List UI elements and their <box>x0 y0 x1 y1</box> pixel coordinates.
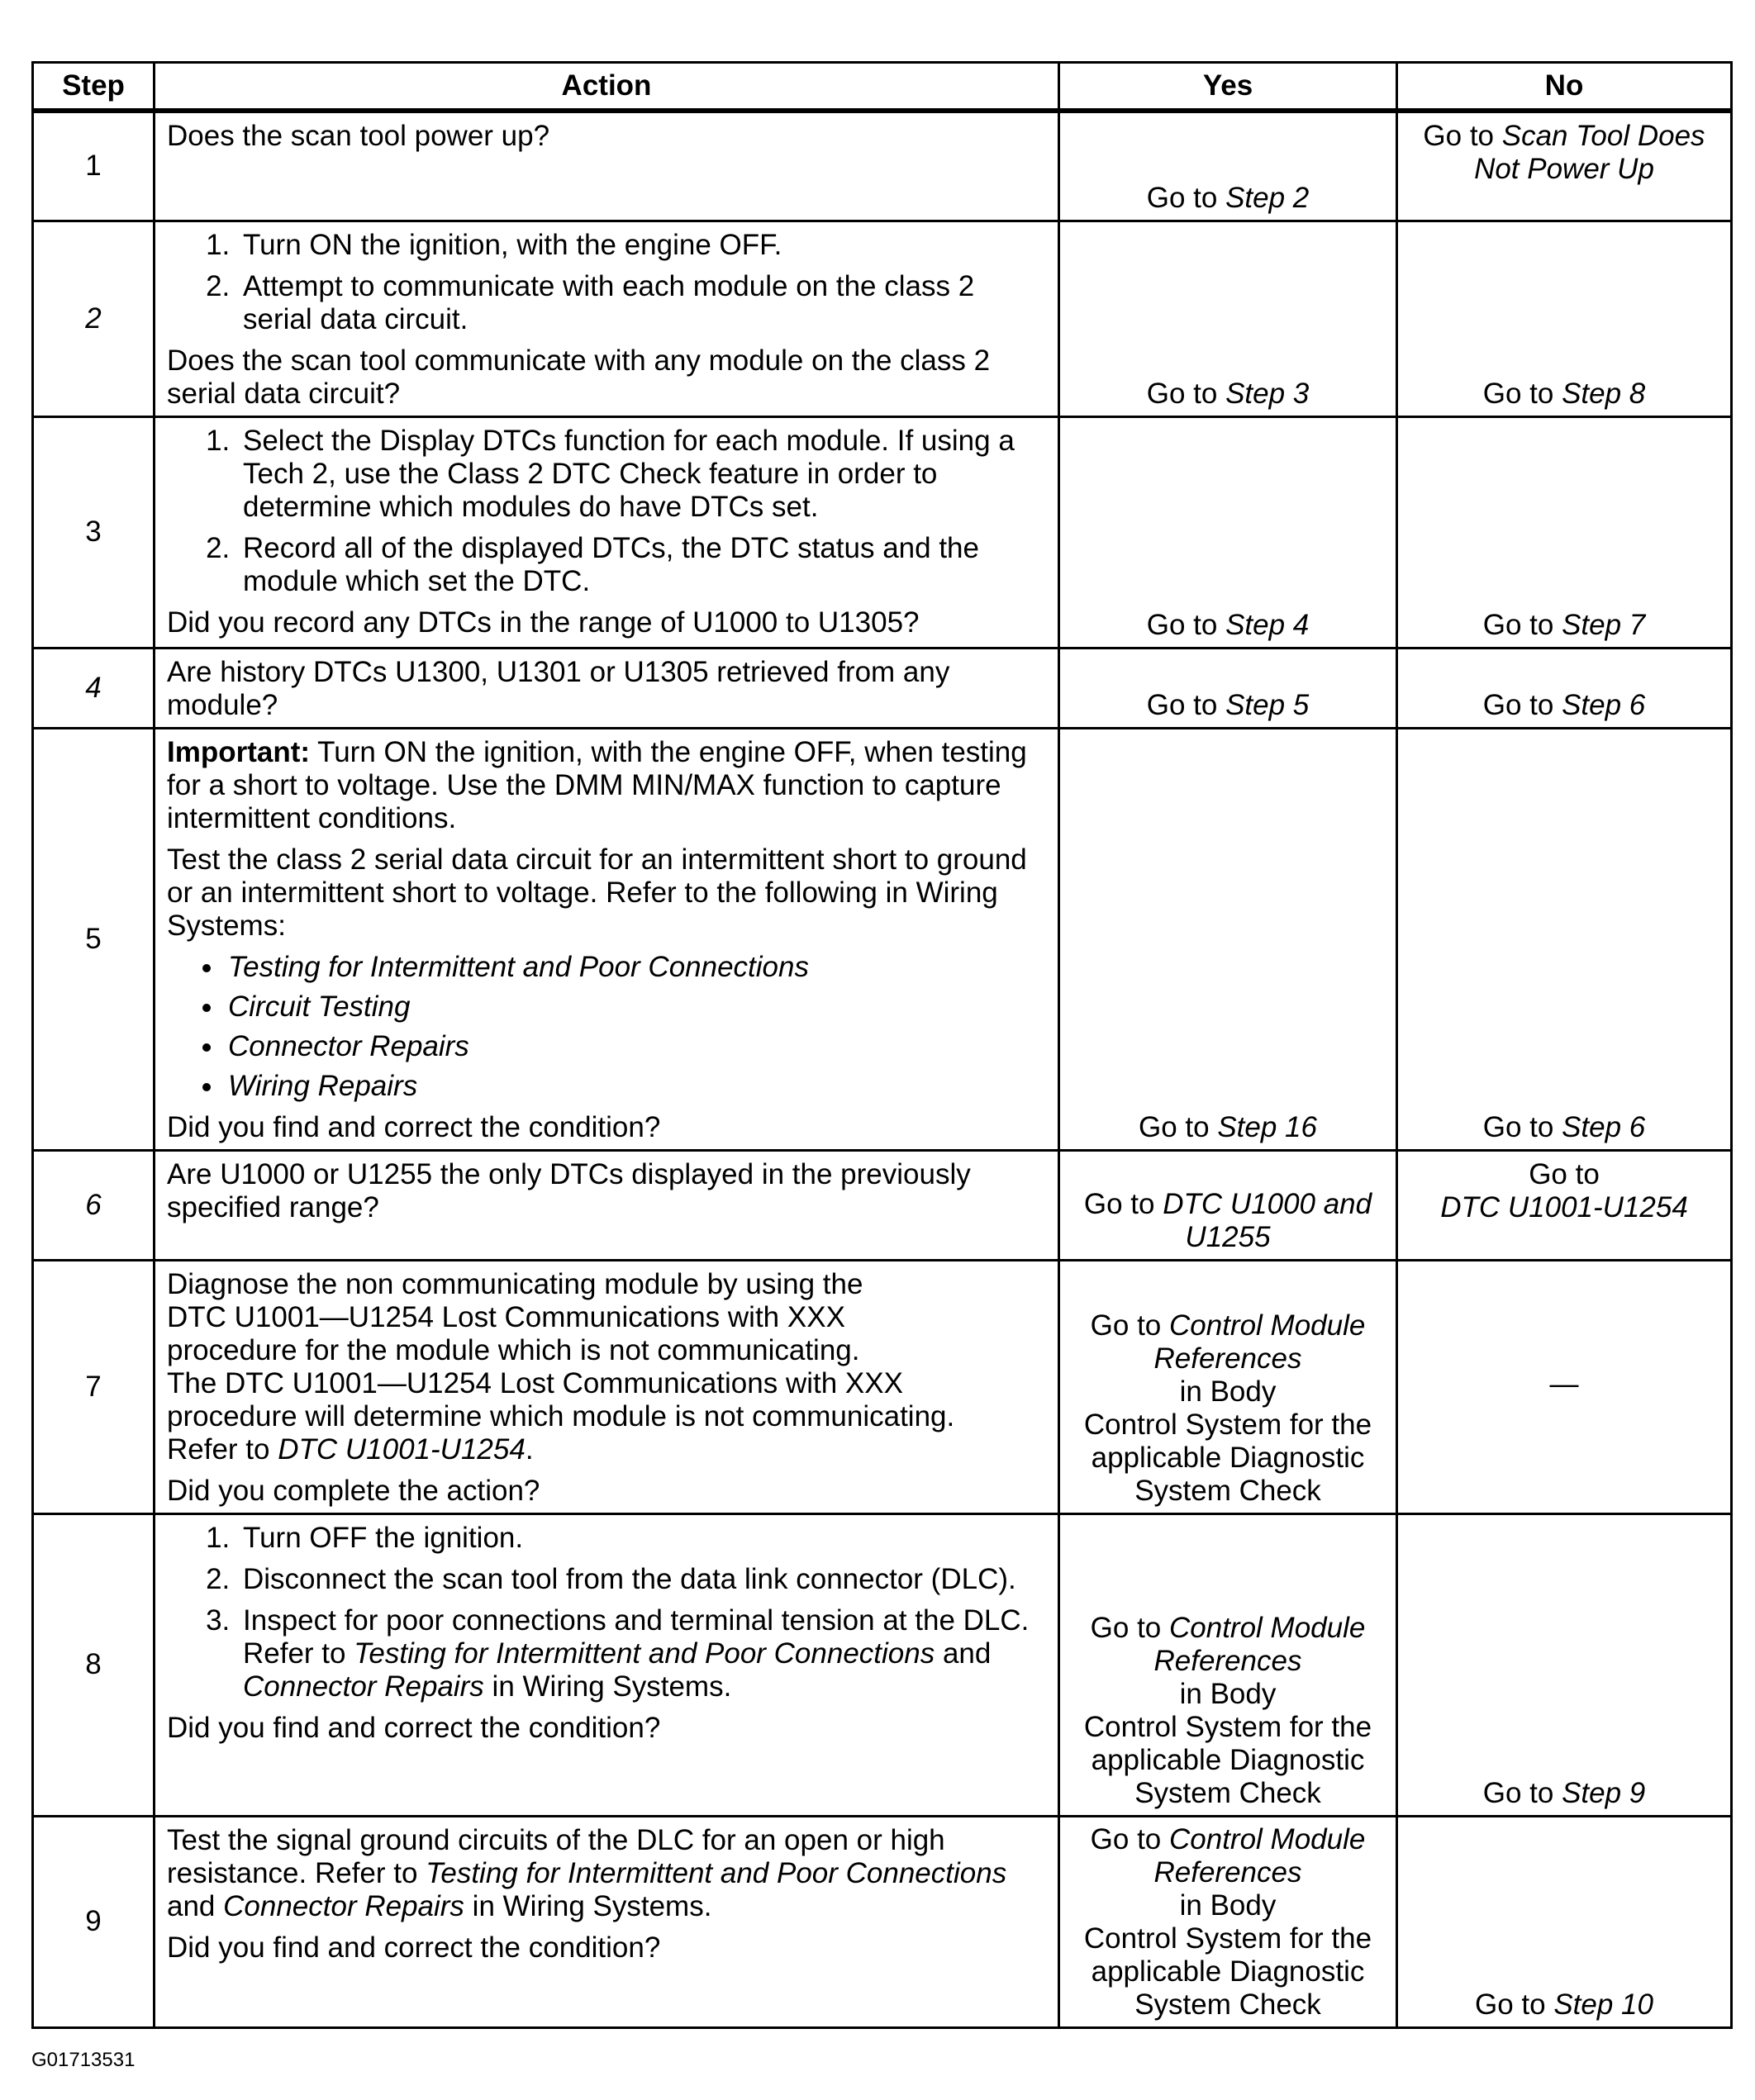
body-text-b: and <box>167 1889 224 1922</box>
yes-prefix: Go to <box>1090 1309 1169 1342</box>
yes-link[interactable]: Control Module References <box>1153 1611 1366 1677</box>
yes-prefix: Go to <box>1083 1187 1163 1220</box>
action-step: 1. Turn ON the ignition, with the engine OFF. <box>238 229 1046 262</box>
yes-cell <box>1059 648 1397 728</box>
action-body-end: . <box>525 1432 534 1466</box>
no-link[interactable]: Step 6 <box>1562 1110 1646 1143</box>
yes-cell <box>1059 1150 1397 1260</box>
table-row <box>33 648 1732 728</box>
no-prefix: Go to <box>1482 608 1562 641</box>
step-number: 6 <box>33 1150 155 1260</box>
action-step: 2. Record all of the displayed DTCs, the DTC status and the module which set the DTC. <box>238 532 1046 598</box>
body-link-2[interactable]: Connector Repairs <box>223 1889 464 1922</box>
no-prefix: Go to <box>1475 1988 1554 2021</box>
action-question: Does the scan tool communicate with any module on the class 2 serial data circuit? <box>167 344 991 410</box>
yes-cell <box>1059 1513 1397 1816</box>
table-row <box>33 1816 1732 2027</box>
table-row <box>33 1513 1732 1816</box>
action-cell <box>155 221 1059 416</box>
step-number: 5 <box>33 728 155 1150</box>
action-body: Test the class 2 serial data circuit for an intermittent short to ground or an intermittent short to voltage. Refer to the following in Wiring Systems: <box>167 843 1027 942</box>
step-number: 9 <box>33 1816 155 2027</box>
no-link[interactable]: Step 8 <box>1562 377 1646 410</box>
no-cell <box>1397 648 1732 728</box>
yes-link[interactable]: Step 3 <box>1225 377 1310 410</box>
action-question: Did you find and correct the condition? <box>167 1931 661 1964</box>
no-prefix: Go to <box>1482 1776 1562 1809</box>
table-row <box>33 1260 1732 1513</box>
no-link[interactable]: DTC U1001-U1254 <box>1440 1190 1688 1223</box>
important-text: Turn ON the ignition, with the engine OFF, when testing for a short to voltage. Use the DMM MIN/MAX function to capture intermittent conditions. <box>167 735 1027 834</box>
diagnostic-table <box>31 61 1733 2029</box>
yes-cell <box>1059 416 1397 648</box>
yes-link[interactable]: Step 5 <box>1225 688 1310 721</box>
header-step: Step <box>33 63 155 112</box>
yes-prefix: Go to <box>1146 608 1226 641</box>
no-link[interactable]: Step 6 <box>1562 688 1646 721</box>
no-cell <box>1397 728 1732 1150</box>
no-link[interactable]: Scan Tool Does Not Power Up <box>1474 120 1705 185</box>
yes-link[interactable]: DTC U1000 and U1255 <box>1163 1187 1372 1253</box>
action-step: 2. Disconnect the scan tool from the data link connector (DLC). <box>238 1563 1046 1596</box>
table-row <box>33 416 1732 648</box>
no-dash: — <box>1549 1367 1579 1400</box>
action-cell <box>155 111 1059 221</box>
yes-link[interactable]: Control Module References <box>1153 1822 1366 1889</box>
no-cell <box>1397 1816 1732 2027</box>
action-cell <box>155 416 1059 648</box>
header-row <box>33 63 1732 112</box>
no-cell <box>1397 1513 1732 1816</box>
step3-text-a: Inspect for poor connections and terminal tension at the DLC. Refer to <box>243 1604 1030 1670</box>
table-row <box>33 221 1732 416</box>
reference-bullet[interactable]: • Connector Repairs <box>225 1030 1046 1063</box>
action-step: 1. Select the Display DTCs function for each module. If using a Tech 2, use the Class 2 DTC Check feature in order to determine which modules do have DTCs set. <box>238 425 1046 524</box>
yes-prefix: Go to <box>1139 1110 1218 1143</box>
step3-link-2[interactable]: Connector Repairs <box>243 1670 484 1703</box>
reference-bullet[interactable]: • Circuit Testing <box>225 991 1046 1024</box>
header-no: No <box>1397 63 1732 112</box>
step-number: 4 <box>33 648 155 728</box>
yes-suffix: in Body Control System for the applicable Diagnostic System Check <box>1083 1677 1372 1809</box>
action-body-link[interactable]: DTC U1001-U1254 <box>278 1432 526 1466</box>
no-link[interactable]: Step 7 <box>1562 608 1646 641</box>
action-body: Diagnose the non communicating module by using the DTC U1001—U1254 Lost Communications with XXX procedure for the module which is not communicating. The DTC U1001—U1254 Lost Communications with XXX procedure will determine which module is not communicating. Refer to <box>167 1267 955 1466</box>
no-prefix: Go to <box>1482 1110 1562 1143</box>
action-question: Did you complete the action? <box>167 1474 540 1507</box>
yes-cell <box>1059 728 1397 1150</box>
step-number: 1 <box>33 111 155 221</box>
action-question: Are history DTCs U1300, U1301 or U1305 retrieved from any module? <box>167 655 950 721</box>
action-cell <box>155 1816 1059 2027</box>
action-cell <box>155 1150 1059 1260</box>
step3-text-b: and <box>935 1637 992 1670</box>
action-cell <box>155 728 1059 1150</box>
action-question: Are U1000 or U1255 the only DTCs displayed in the previously specified range? <box>167 1157 971 1223</box>
yes-link[interactable]: Control Module References <box>1153 1309 1366 1375</box>
yes-cell <box>1059 111 1397 221</box>
no-prefix: Go to <box>1529 1157 1600 1190</box>
yes-link[interactable]: Step 4 <box>1225 608 1310 641</box>
action-question: Did you find and correct the condition? <box>167 1110 661 1143</box>
yes-cell <box>1059 1816 1397 2027</box>
header-action: Action <box>155 63 1059 112</box>
yes-prefix: Go to <box>1090 1611 1169 1644</box>
yes-link[interactable]: Step 16 <box>1217 1110 1317 1143</box>
yes-prefix: Go to <box>1146 181 1226 214</box>
yes-prefix: Go to <box>1146 688 1226 721</box>
important-note <box>167 736 1046 835</box>
step-number: 2 <box>33 221 155 416</box>
table-row <box>33 1150 1732 1260</box>
action-cell <box>155 1513 1059 1816</box>
action-cell <box>155 648 1059 728</box>
step3-text-c: in Wiring Systems. <box>483 1670 732 1703</box>
yes-suffix: in Body Control System for the applicable Diagnostic System Check <box>1083 1375 1372 1507</box>
no-link[interactable]: Step 10 <box>1553 1988 1653 2021</box>
important-label: Important: <box>167 735 311 768</box>
action-body-paragraph <box>167 1824 1046 1923</box>
reference-bullet[interactable]: • Wiring Repairs <box>225 1070 1046 1103</box>
no-cell <box>1397 111 1732 221</box>
action-step <box>238 1604 1046 1703</box>
action-step: 2. Attempt to communicate with each module on the class 2 serial data circuit. <box>238 270 1046 336</box>
no-cell <box>1397 416 1732 648</box>
body-text-c: in Wiring Systems. <box>464 1889 712 1922</box>
header-yes: Yes <box>1059 63 1397 112</box>
table-row <box>33 111 1732 221</box>
no-cell <box>1397 221 1732 416</box>
action-question: Does the scan tool power up? <box>167 120 550 152</box>
action-cell <box>155 1260 1059 1513</box>
action-question: Did you record any DTCs in the range of U1000 to U1305? <box>167 606 920 639</box>
yes-link[interactable]: Step 2 <box>1225 181 1310 214</box>
body-text-a: Test the signal ground circuits of the DLC for an open or high resistance. Refer to <box>167 1823 945 1889</box>
no-cell <box>1397 1150 1732 1260</box>
no-link[interactable]: Step 9 <box>1562 1776 1646 1809</box>
no-prefix: Go to <box>1423 120 1502 152</box>
step-number: 3 <box>33 416 155 648</box>
step3-link-1[interactable]: Testing for Intermittent and Poor Connections <box>354 1637 935 1670</box>
no-prefix: Go to <box>1482 377 1562 410</box>
yes-cell <box>1059 1260 1397 1513</box>
yes-prefix: Go to <box>1090 1822 1169 1855</box>
yes-suffix: in Body Control System for the applicable Diagnostic System Check <box>1083 1889 1372 2021</box>
action-step: 1. Turn OFF the ignition. <box>238 1522 1046 1555</box>
action-question: Did you find and correct the condition? <box>167 1711 661 1744</box>
action-body-paragraph <box>167 1268 1046 1466</box>
step-number: 7 <box>33 1260 155 1513</box>
table-row <box>33 728 1732 1150</box>
body-link-1[interactable]: Testing for Intermittent and Poor Connections <box>426 1856 1007 1889</box>
reference-bullet[interactable]: • Testing for Intermittent and Poor Connections <box>225 951 1046 984</box>
yes-prefix: Go to <box>1146 377 1226 410</box>
no-cell <box>1397 1260 1732 1513</box>
figure-id: G01713531 <box>31 2049 136 2071</box>
step-number: 8 <box>33 1513 155 1816</box>
no-prefix: Go to <box>1482 688 1562 721</box>
yes-cell <box>1059 221 1397 416</box>
